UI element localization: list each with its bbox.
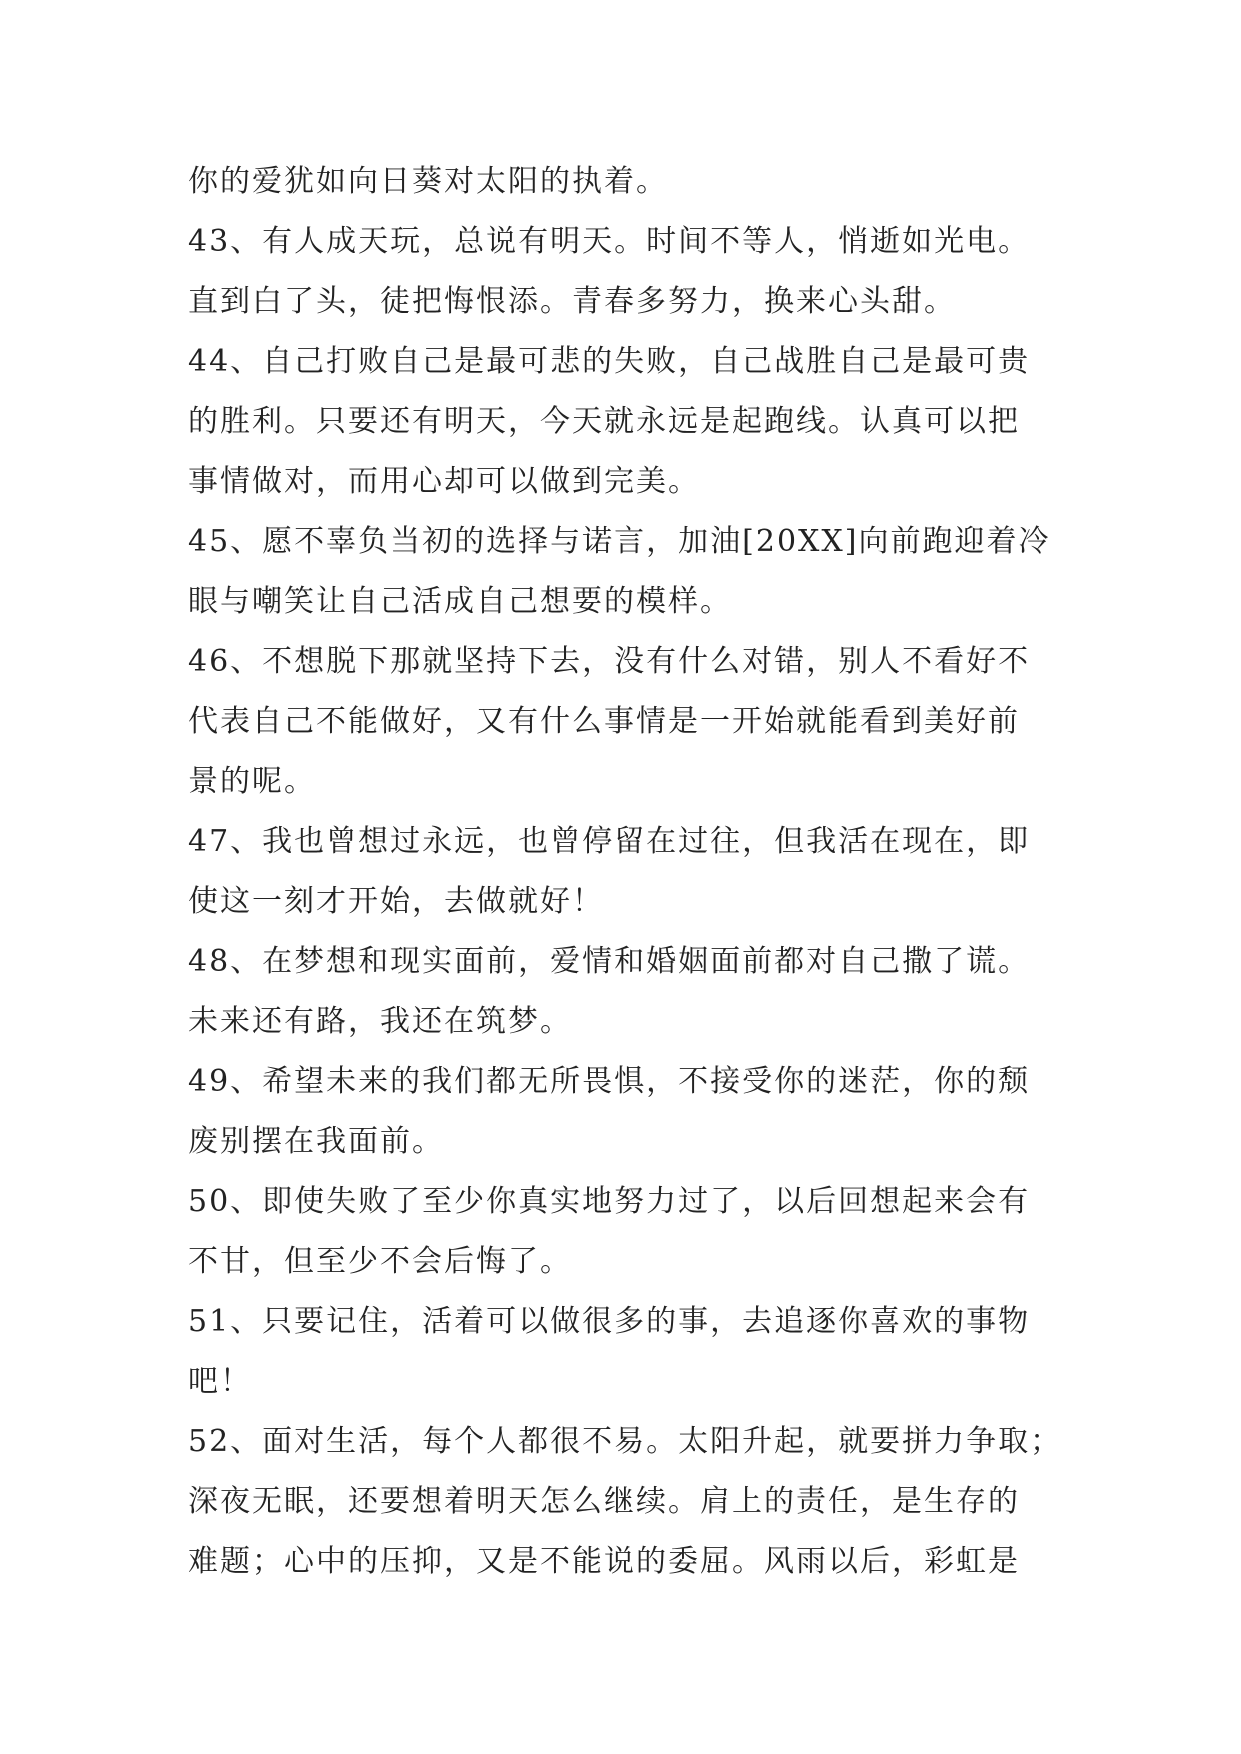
text-line: 你的爱犹如向日葵对太阳的执着。: [188, 164, 668, 199]
text-line: 眼与嘲笑让自己活成自己想要的模样。: [188, 584, 732, 619]
text-line: 难题；心中的压抑，又是不能说的委屈。风雨以后，彩虹是: [188, 1544, 1020, 1579]
text-line: 不甘，但至少不会后悔了。: [188, 1244, 572, 1279]
text-line: 47、我也曾想过永远，也曾停留在过往，但我活在现在，即: [188, 824, 1031, 859]
text-line: 吧！: [188, 1364, 252, 1399]
text-line: 使这一刻才开始，去做就好！: [188, 884, 604, 919]
text-line: 直到白了头，徒把悔恨添。青春多努力，换来心头甜。: [188, 284, 956, 319]
text-line: 的胜利。只要还有明天，今天就永远是起跑线。认真可以把: [188, 404, 1020, 439]
text-line: 46、不想脱下那就坚持下去，没有什么对错，别人不看好不: [188, 644, 1031, 679]
text-line: 48、在梦想和现实面前，爱情和婚姻面前都对自己撒了谎。: [188, 944, 1031, 979]
text-line: 44、自己打败自己是最可悲的失败，自己战胜自己是最可贵: [188, 344, 1031, 379]
text-line: 深夜无眠，还要想着明天怎么继续。肩上的责任，是生存的: [188, 1484, 1020, 1519]
text-line: 代表自己不能做好，又有什么事情是一开始就能看到美好前: [188, 704, 1020, 739]
text-line: 51、只要记住，活着可以做很多的事，去追逐你喜欢的事物: [188, 1304, 1031, 1339]
text-line: 事情做对，而用心却可以做到完美。: [188, 464, 700, 499]
text-line: 43、有人成天玩，总说有明天。时间不等人，悄逝如光电。: [188, 224, 1031, 259]
text-line: 废别摆在我面前。: [188, 1124, 444, 1159]
text-line: 景的呢。: [188, 764, 316, 799]
text-line: 49、希望未来的我们都无所畏惧，不接受你的迷茫，你的颓: [188, 1064, 1031, 1099]
body-text: [188, 152, 1088, 1592]
text-line: 52、面对生活，每个人都很不易。太阳升起，就要拼力争取；: [188, 1424, 1063, 1459]
text-line: 45、愿不辜负当初的选择与诺言，加油[20XX]向前跑迎着冷: [188, 524, 1051, 559]
text-line: 未来还有路，我还在筑梦。: [188, 1004, 572, 1039]
text-line: 50、即使失败了至少你真实地努力过了，以后回想起来会有: [188, 1184, 1031, 1219]
